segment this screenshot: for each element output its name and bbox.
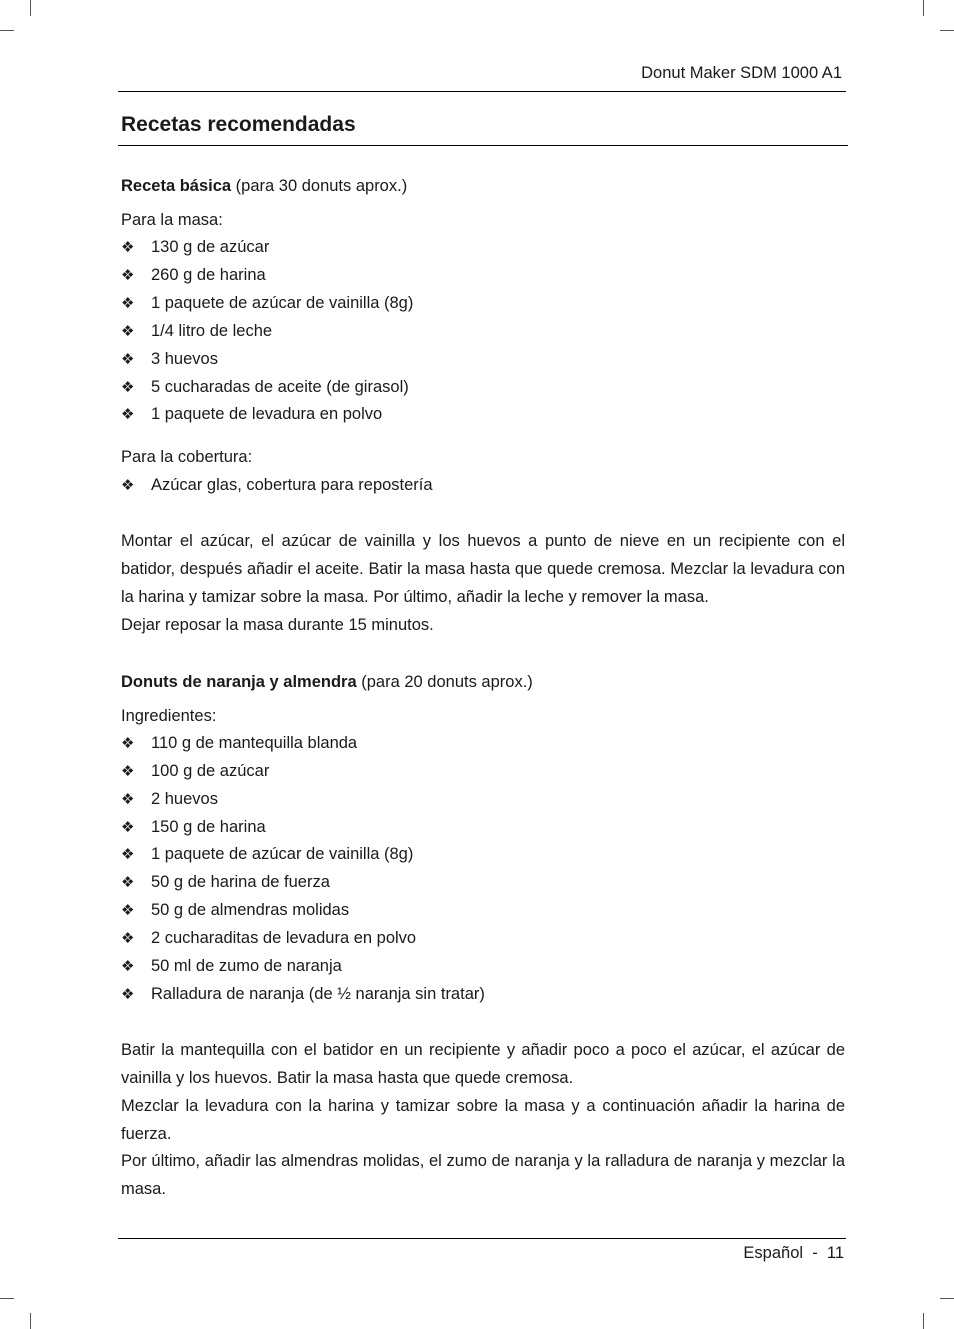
four-diamond-bullet-icon: ❖	[121, 350, 135, 368]
crop-mark	[0, 1298, 14, 1299]
recipe2-name: Donuts de naranja y almendra	[121, 672, 357, 691]
recipe1-yield: (para 30 donuts aprox.)	[235, 177, 408, 195]
crop-mark	[923, 0, 924, 16]
list-item	[121, 730, 845, 758]
list-item	[121, 814, 845, 842]
recipe2-instructions-2: Mezclar la levadura con la harina y tamizar sobre la masa y a continuación añadir la harina de fuerza.	[121, 1096, 845, 1143]
list-item	[121, 401, 845, 429]
list-item-text: 1 paquete de azúcar de vainilla (8g)	[151, 293, 414, 312]
header-rule	[118, 91, 846, 92]
list-item-text: 2 huevos	[151, 789, 218, 808]
list-item	[121, 758, 845, 786]
four-diamond-bullet-icon: ❖	[121, 958, 135, 976]
four-diamond-bullet-icon: ❖	[121, 790, 135, 808]
four-diamond-bullet-icon: ❖	[121, 930, 135, 948]
page-number: Español - 11	[743, 1244, 844, 1262]
recipe1-instructions: Montar el azúcar, el azúcar de vainilla y los huevos a punto de nieve en un recipiente con el batidor, después añadir el aceite. Batir la masa hasta que quede cremosa. Mezclar la levadura con la harina y tamizar sobre la masa. Por último, añadir la leche y remover la masa.	[121, 532, 845, 606]
four-diamond-bullet-icon: ❖	[121, 378, 135, 396]
four-diamond-bullet-icon: ❖	[121, 902, 135, 920]
list-item-text: 3 huevos	[151, 349, 218, 368]
list-item	[121, 981, 845, 1009]
list-item	[121, 953, 845, 981]
list-item-text: 50 ml de zumo de naranja	[151, 957, 342, 976]
list-item	[121, 374, 845, 402]
list-item-text: 150 g de harina	[151, 817, 266, 836]
dough-list	[121, 234, 845, 429]
crop-mark	[940, 1298, 954, 1299]
list-item	[121, 346, 845, 374]
list-item-text: 50 g de almendras molidas	[151, 901, 350, 920]
list-item-text: 2 cucharaditas de levadura en polvo	[151, 929, 417, 948]
four-diamond-bullet-icon: ❖	[121, 818, 135, 836]
page-content	[121, 172, 845, 1204]
list-item-text: Ralladura de naranja (de ½ naranja sin tratar)	[151, 984, 485, 1003]
crop-mark	[30, 0, 31, 16]
list-item-text: 1/4 litro de leche	[151, 321, 273, 340]
recipe2-instructions-3: Por último, añadir las almendras molidas, el zumo de naranja y la ralladura de naranja y mezclar la masa.	[121, 1152, 845, 1199]
four-diamond-bullet-icon: ❖	[121, 734, 135, 752]
list-item-text: 5 cucharadas de aceite (de girasol)	[151, 377, 409, 396]
footer-rule	[118, 1238, 846, 1239]
ingredients-label: Ingredientes:	[121, 706, 217, 725]
recipe2-instructions-1: Batir la mantequilla con el batidor en un recipiente y añadir poco a poco el azúcar, el azúcar de vainilla y los huevos. Batir la masa hasta que quede cremosa.	[121, 1040, 845, 1087]
list-item	[121, 869, 845, 897]
list-item	[121, 290, 845, 318]
recipe1-rest-note: Dejar reposar la masa durante 15 minutos.	[121, 615, 434, 634]
list-item-text: 130 g de azúcar	[151, 238, 270, 256]
crop-mark	[0, 30, 14, 31]
four-diamond-bullet-icon: ❖	[121, 406, 135, 424]
list-item	[121, 897, 845, 925]
four-diamond-bullet-icon: ❖	[121, 477, 135, 495]
four-diamond-bullet-icon: ❖	[121, 294, 135, 312]
list-item-text: 110 g de mantequilla blanda	[151, 733, 358, 752]
topping-list	[121, 472, 845, 500]
crop-mark	[940, 30, 954, 31]
list-item-text: 1 paquete de azúcar de vainilla (8g)	[151, 845, 414, 864]
recipe2-heading	[121, 668, 845, 696]
crop-mark	[923, 1313, 924, 1329]
page-title: Recetas recomendadas	[121, 113, 356, 136]
crop-mark	[30, 1313, 31, 1329]
title-rule	[118, 145, 848, 146]
list-item	[121, 234, 845, 262]
recipe2-yield: (para 20 donuts aprox.)	[361, 672, 533, 691]
four-diamond-bullet-icon: ❖	[121, 874, 135, 892]
running-header: Donut Maker SDM 1000 A1	[641, 64, 842, 82]
recipe1-heading	[121, 172, 845, 200]
list-item	[121, 841, 845, 869]
list-item-text: 50 g de harina de fuerza	[151, 873, 330, 892]
list-item	[121, 318, 845, 346]
list-item-text: 260 g de harina	[151, 265, 266, 284]
four-diamond-bullet-icon: ❖	[121, 985, 135, 1003]
recipe1-name: Receta básica	[121, 177, 232, 195]
list-item	[121, 472, 845, 500]
dough-label: Para la masa:	[121, 211, 223, 229]
list-item	[121, 925, 845, 953]
four-diamond-bullet-icon: ❖	[121, 239, 135, 256]
list-item-text: 1 paquete de levadura en polvo	[151, 405, 383, 424]
list-item-text: Azúcar glas, cobertura para repostería	[151, 476, 433, 495]
topping-label: Para la cobertura:	[121, 448, 253, 467]
four-diamond-bullet-icon: ❖	[121, 762, 135, 780]
list-item	[121, 786, 845, 814]
four-diamond-bullet-icon: ❖	[121, 266, 135, 284]
list-item-text: 100 g de azúcar	[151, 761, 270, 780]
list-item	[121, 262, 845, 290]
ingredients-list	[121, 730, 845, 1009]
four-diamond-bullet-icon: ❖	[121, 322, 135, 340]
four-diamond-bullet-icon: ❖	[121, 846, 135, 864]
